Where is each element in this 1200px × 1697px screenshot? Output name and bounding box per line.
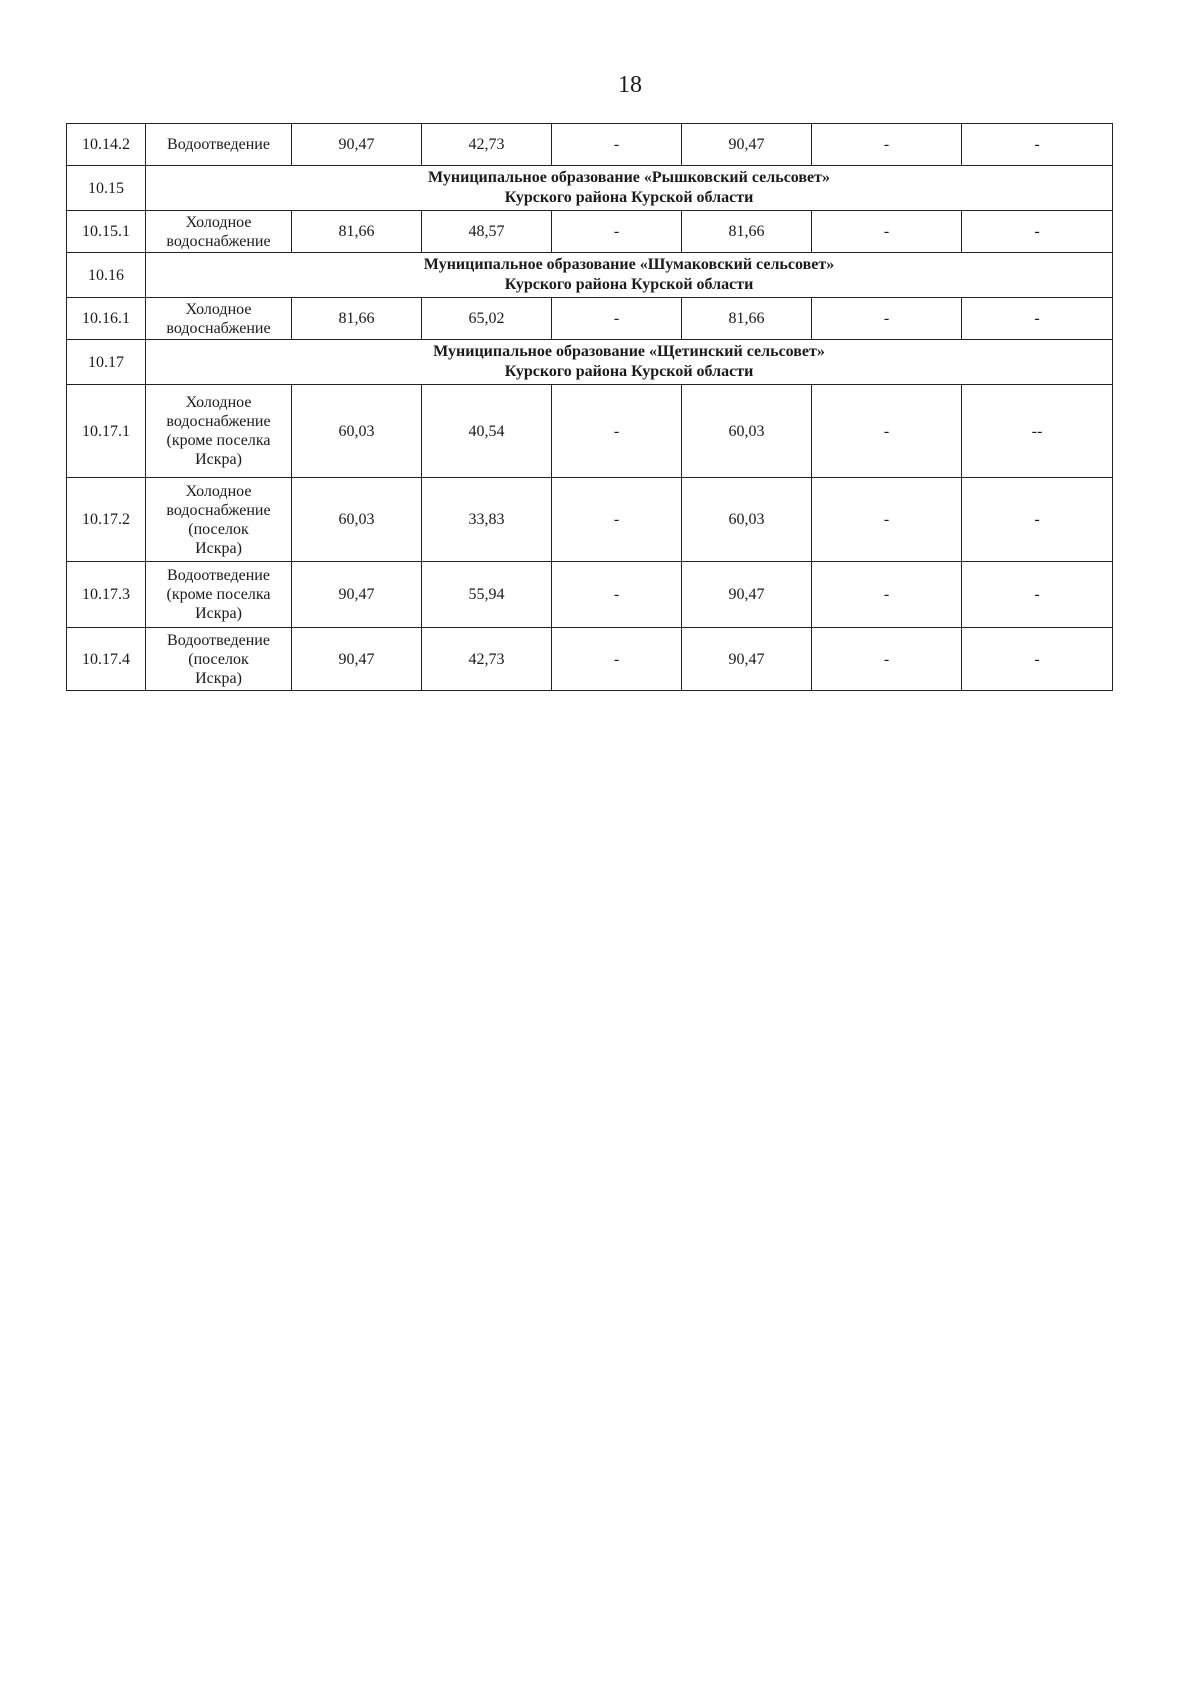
value-cell-v1: 60,03 bbox=[292, 385, 422, 478]
value-cell-v6: -- bbox=[962, 385, 1113, 478]
value-cell-v1: 60,03 bbox=[292, 478, 422, 562]
municipality-title-line: Муниципальное образование «Шумаковский сельсовет» bbox=[423, 256, 835, 273]
value-cell-v5: - bbox=[812, 562, 962, 628]
row-code: 10.17.2 bbox=[67, 478, 146, 562]
value-cell-v3: - bbox=[552, 628, 682, 691]
value-cell-v6: - bbox=[962, 478, 1113, 562]
value-cell-v5: - bbox=[812, 211, 962, 253]
value-cell-v3: - bbox=[552, 124, 682, 166]
service-name bbox=[146, 298, 292, 340]
table-row bbox=[67, 385, 1113, 478]
service-name-line: Искра) bbox=[195, 451, 242, 468]
table-row bbox=[67, 628, 1113, 691]
table-row bbox=[67, 124, 1113, 166]
value-cell-v2: 40,54 bbox=[422, 385, 552, 478]
value-cell-v4: 90,47 bbox=[682, 124, 812, 166]
row-code: 10.16 bbox=[67, 253, 146, 298]
value-cell-v3: - bbox=[552, 385, 682, 478]
service-name-line: (кроме поселка bbox=[166, 586, 271, 603]
value-cell-v6: - bbox=[962, 628, 1113, 691]
service-name-line: Холодное bbox=[185, 394, 252, 411]
table-row bbox=[67, 478, 1113, 562]
municipality-title bbox=[146, 253, 1113, 298]
value-cell-v2: 48,57 bbox=[422, 211, 552, 253]
service-name-line: Холодное bbox=[185, 482, 252, 500]
row-code: 10.15 bbox=[67, 166, 146, 211]
value-cell-v5: - bbox=[812, 385, 962, 478]
table-row bbox=[67, 298, 1113, 340]
service-name-line: Холодное bbox=[185, 300, 252, 318]
value-cell-v3: - bbox=[552, 211, 682, 253]
service-name-line: Искра) bbox=[195, 669, 242, 687]
value-cell-v4: 90,47 bbox=[682, 562, 812, 628]
value-cell-v1: 81,66 bbox=[292, 211, 422, 253]
service-name-line: (кроме поселка bbox=[166, 432, 271, 449]
value-cell-v1: 90,47 bbox=[292, 562, 422, 628]
section-header-row bbox=[67, 253, 1113, 298]
row-code: 10.17.4 bbox=[67, 628, 146, 691]
value-cell-v5: - bbox=[812, 478, 962, 562]
value-cell-v6: - bbox=[962, 562, 1113, 628]
value-cell-v4: 60,03 bbox=[682, 478, 812, 562]
service-name-line: водоснабжение bbox=[166, 319, 271, 337]
value-cell-v1: 90,47 bbox=[292, 628, 422, 691]
table-body bbox=[67, 124, 1113, 691]
value-cell-v3: - bbox=[552, 562, 682, 628]
service-name-line: Водоотведение bbox=[167, 631, 270, 649]
municipality-title-line: Курского района Курской области bbox=[504, 189, 754, 206]
tariff-table bbox=[66, 123, 1113, 691]
municipality-title bbox=[146, 166, 1113, 211]
section-header-row bbox=[67, 340, 1113, 385]
service-name-line: Холодное bbox=[185, 213, 252, 231]
service-name bbox=[146, 628, 292, 691]
value-cell-v1: 81,66 bbox=[292, 298, 422, 340]
value-cell-v6: - bbox=[962, 298, 1113, 340]
row-code: 10.14.2 bbox=[67, 124, 146, 166]
service-name bbox=[146, 562, 292, 628]
table-row bbox=[67, 562, 1113, 628]
value-cell-v6: - bbox=[962, 124, 1113, 166]
service-name-line: водоснабжение bbox=[166, 232, 271, 250]
value-cell-v2: 42,73 bbox=[422, 124, 552, 166]
row-code: 10.15.1 bbox=[67, 211, 146, 253]
service-name-line: (поселок bbox=[188, 520, 249, 538]
service-name bbox=[146, 124, 292, 166]
service-name-line: водоснабжение bbox=[166, 413, 271, 430]
service-name-line: водоснабжение bbox=[166, 501, 271, 519]
row-code: 10.16.1 bbox=[67, 298, 146, 340]
value-cell-v5: - bbox=[812, 298, 962, 340]
service-name-line: (поселок bbox=[188, 650, 249, 668]
page-number: 18 bbox=[618, 72, 642, 98]
municipality-title-line: Курского района Курской области bbox=[504, 363, 754, 380]
service-name-line: Водоотведение bbox=[167, 567, 270, 584]
value-cell-v3: - bbox=[552, 478, 682, 562]
service-name bbox=[146, 478, 292, 562]
service-name-line: Искра) bbox=[195, 605, 242, 622]
value-cell-v4: 81,66 bbox=[682, 211, 812, 253]
service-name-line: Искра) bbox=[195, 539, 242, 557]
row-code: 10.17.1 bbox=[67, 385, 146, 478]
municipality-title-line: Муниципальное образование «Рышковский сельсовет» bbox=[427, 169, 830, 186]
value-cell-v5: - bbox=[812, 628, 962, 691]
municipality-title-line: Курского района Курской области bbox=[504, 276, 754, 293]
service-name bbox=[146, 385, 292, 478]
value-cell-v2: 65,02 bbox=[422, 298, 552, 340]
value-cell-v5: - bbox=[812, 124, 962, 166]
value-cell-v4: 90,47 bbox=[682, 628, 812, 691]
value-cell-v4: 81,66 bbox=[682, 298, 812, 340]
table-row bbox=[67, 211, 1113, 253]
value-cell-v3: - bbox=[552, 298, 682, 340]
row-code: 10.17 bbox=[67, 340, 146, 385]
section-header-row bbox=[67, 166, 1113, 211]
value-cell-v4: 60,03 bbox=[682, 385, 812, 478]
row-code: 10.17.3 bbox=[67, 562, 146, 628]
service-name bbox=[146, 211, 292, 253]
value-cell-v6: - bbox=[962, 211, 1113, 253]
service-name-line: Водоотведение bbox=[167, 136, 270, 153]
value-cell-v2: 55,94 bbox=[422, 562, 552, 628]
value-cell-v2: 42,73 bbox=[422, 628, 552, 691]
municipality-title-line: Муниципальное образование «Щетинский сельсовет» bbox=[433, 343, 825, 360]
value-cell-v1: 90,47 bbox=[292, 124, 422, 166]
municipality-title bbox=[146, 340, 1113, 385]
value-cell-v2: 33,83 bbox=[422, 478, 552, 562]
